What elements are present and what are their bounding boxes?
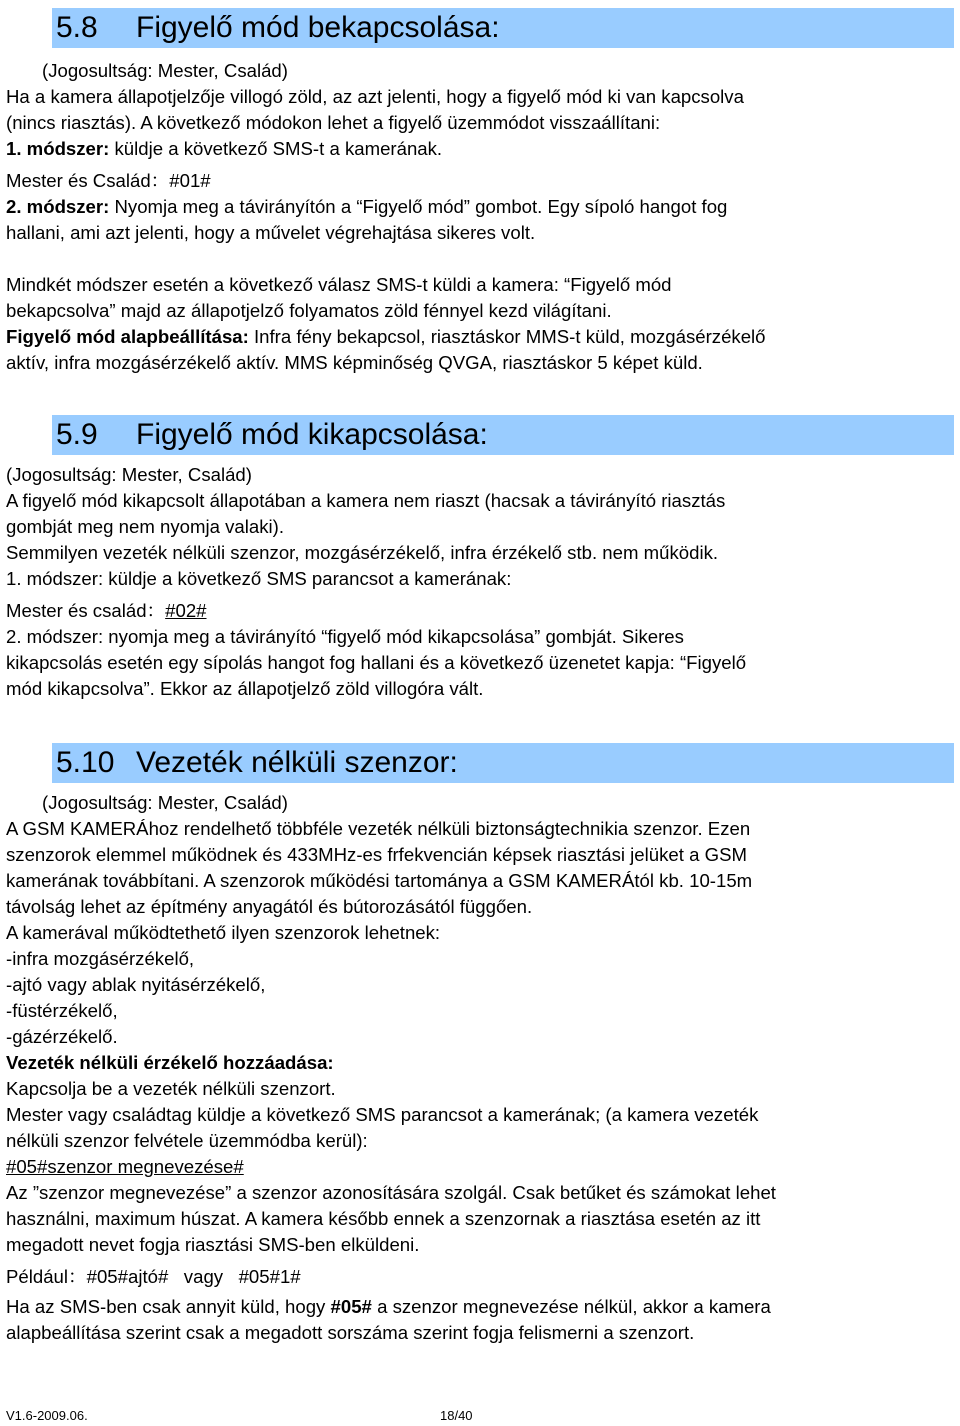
recipient-label: Mester és család： [6, 600, 166, 621]
text-line: Mindkét módszer esetén a következő válasz SMS-t küldi a kamera: “Figyelő mód [6, 274, 672, 295]
method-text: Nyomja meg a távirányítón a “Figyelő mód” gombot. Egy sípoló hangot fog [109, 196, 728, 217]
recipient-label: Mester és Család： [6, 170, 170, 191]
text-line: bekapcsolva” majd az állapotjelző folyamatos zöld fénnyel kezd világítani. [6, 300, 612, 321]
text-line: alapbeállítása szerint csak a megadott sorszáma szerint fogja felismerni a szenzort. [6, 1322, 695, 1343]
authorization-line: (Jogosultság: Mester, Család) [42, 792, 288, 813]
method-1-line [6, 136, 956, 162]
text-line: távolság lehet az építmény anyagától és bútorozásától függően. [6, 896, 533, 917]
text-line: Mester vagy családtag küldje a következő SMS parancsot a kamerának; (a kamera vezeték [6, 1104, 759, 1125]
text-line: A figyelő mód kikapcsolt állapotában a kamera nem riaszt (hacsak a távirányító riasztás [6, 490, 726, 511]
section-number: 5.10 [56, 746, 115, 779]
text-line: 2. módszer: nyomja meg a távirányító “figyelő mód kikapcsolása” gombját. Sikeres [6, 626, 684, 647]
text-line: kikapcsolás esetén egy sípolás hangot fog hallani és a következő üzenetet kapja: “Figyelő [6, 652, 747, 673]
sensor-list-item: -infra mozgásérzékelő, [6, 948, 195, 969]
text-line: Ha a kamera állapotjelzője villogó zöld, az azt jelenti, hogy a figyelő mód ki van kapcsolva [6, 86, 744, 107]
section-5-9-body [6, 462, 956, 702]
sms-code: #01# [169, 170, 211, 191]
sms-command: #05#szenzor megnevezése# [6, 1156, 244, 1177]
default-settings-text: Infra fény bekapcsol, riasztáskor MMS-t küld, mozgásérzékelő [248, 326, 766, 347]
text-line: gombját meg nem nyomja valaki). [6, 516, 284, 537]
sensor-list-item: -gázérzékelő. [6, 1026, 118, 1047]
default-settings-label: Figyelő mód alapbeállítása: [6, 326, 249, 347]
section-title: Vezeték nélküli szenzor: [136, 746, 458, 779]
text-line: kamerának továbbítani. A szenzorok működési tartománya a GSM KAMERÁtól kb. 10-15m [6, 870, 753, 891]
section-number: 5.9 [56, 418, 98, 451]
text-segment: Ha az SMS-ben csak annyit küld, hogy [6, 1296, 331, 1317]
section-5-10-body [6, 790, 956, 1346]
text-line: szenzorok elemmel működnek és 433MHz-es frfekvencián képsek riasztási jelüket a GSM [6, 844, 747, 865]
sms-command-line [6, 598, 956, 624]
text-line: (nincs riasztás). A következő módokon lehet a figyelő üzemmódot visszaállítani: [6, 112, 661, 133]
text-line: aktív, infra mozgásérzékelő aktív. MMS képminőség QVGA, riasztáskor 5 képet küld. [6, 352, 703, 373]
sms-code: #05# [330, 1296, 372, 1317]
text-line: megadott nevet fogja riasztási SMS-ben elküldeni. [6, 1234, 420, 1255]
section-heading-5-10 [52, 743, 954, 783]
section-title: Figyelő mód kikapcsolása: [136, 418, 488, 451]
text-line: Kapcsolja be a vezeték nélküli szenzort. [6, 1078, 336, 1099]
section-heading-5-9 [52, 415, 954, 455]
method-text: küldje a következő SMS-t a kamerának. [109, 138, 443, 159]
authorization-line: (Jogosultság: Mester, Család) [6, 464, 252, 485]
text-line: A kamerával működtethető ilyen szenzorok lehetnek: [6, 922, 441, 943]
method-label: 1. módszer: [6, 138, 110, 159]
section-title: Figyelő mód bekapcsolása: [136, 11, 500, 44]
text-line: nélküli szenzor felvétele üzemmódba kerül): [6, 1130, 368, 1151]
sensor-list-item: -ajtó vagy ablak nyitásérzékelő, [6, 974, 266, 995]
sms-command-line [6, 168, 956, 194]
sensor-list-item: -füstérzékelő, [6, 1000, 118, 1021]
authorization-line: (Jogosultság: Mester, Család) [42, 60, 288, 81]
text-line: Az ”szenzor megnevezése” a szenzor azonosítására szolgál. Csak betűket és számokat lehet [6, 1182, 776, 1203]
section-5-8-body [6, 58, 956, 376]
text-line: Semmilyen vezeték nélküli szenzor, mozgásérzékelő, infra érzékelő stb. nem működik. [6, 542, 719, 563]
default-settings-line [6, 324, 956, 350]
text-line: használni, maximum húszat. A kamera később ennek a szenzornak a riasztása esetén az itt [6, 1208, 761, 1229]
footer-page-number: 18/40 [440, 1408, 473, 1423]
method-2-line [6, 194, 956, 220]
section-number: 5.8 [56, 11, 98, 44]
section-heading-5-8 [52, 8, 954, 48]
add-sensor-heading: Vezeték nélküli érzékelő hozzáadása: [6, 1052, 334, 1073]
text-line [6, 1294, 956, 1320]
footer-version: V1.6-2009.06. [6, 1408, 88, 1423]
text-line: hallani, ami azt jelenti, hogy a művelet végrehajtása sikeres volt. [6, 222, 536, 243]
text-line: A GSM KAMERÁhoz rendelhető többféle vezeték nélküli biztonságtechnikia szenzor. Ezen [6, 818, 751, 839]
example-line: Például：#05#ajtó# vagy #05#1# [6, 1266, 301, 1287]
method-label: 2. módszer: [6, 196, 110, 217]
text-line: 1. módszer: küldje a következő SMS parancsot a kamerának: [6, 568, 512, 589]
text-line: mód kikapcsolva”. Ekkor az állapotjelző zöld villogóra vált. [6, 678, 484, 699]
sms-code: #02# [165, 600, 207, 621]
text-segment: a szenzor megnevezése nélkül, akkor a kamera [371, 1296, 771, 1317]
